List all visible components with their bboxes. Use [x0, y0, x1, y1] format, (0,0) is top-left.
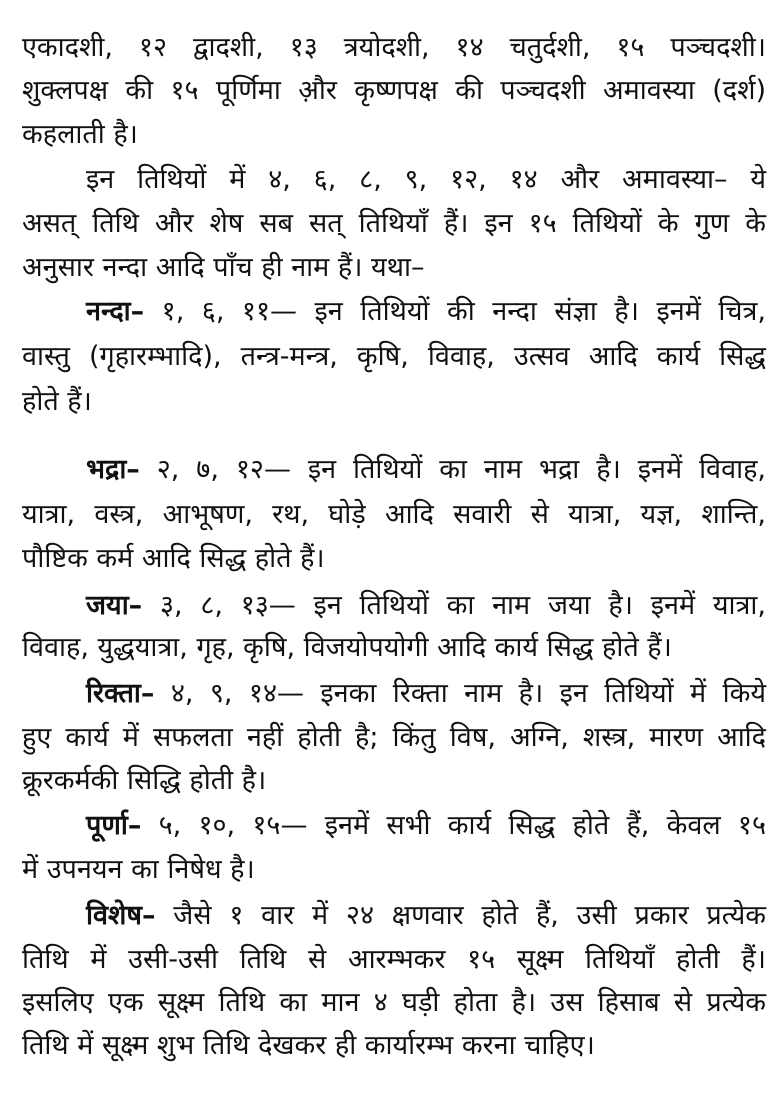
text-line [22, 761, 766, 801]
line-text: जैसे १ वार में २४ क्षणवार होते हैं, उसी प्रकार प्रत्येक [155, 900, 766, 931]
term-heading: विशेष– [86, 900, 156, 931]
line-text: पौष्टिक कर्म आदि सिद्ध होते हैं। [22, 543, 325, 574]
text-line [22, 382, 766, 422]
text-line [86, 450, 766, 490]
text-line [22, 204, 766, 244]
text-line [22, 940, 766, 980]
text-line [22, 718, 766, 758]
text-line [86, 292, 766, 332]
line-text: वास्तु (गृहारम्भादि), तन्त्र-मन्त्र, कृषि, विवाह, उत्सव आदि कार्य सिद्ध [22, 341, 766, 372]
line-text: २, ७, १२— इन तिथियों का नाम भद्रा है। इनमें विवाह, [139, 454, 766, 485]
line-text: तिथि में सूक्ष्म शुभ तिथि देखकर ही कार्यारम्भ करना चाहिए। [22, 1030, 595, 1061]
line-text: ५, १०, १५— इनमें सभी कार्य सिद्ध होते हैं, केवल १५ [141, 810, 766, 841]
text-line [22, 71, 766, 111]
line-text: यात्रा, वस्त्र, आभूषण, रथ, घोड़े आदि सवारी से यात्रा, यज्ञ, शान्ति, [22, 499, 766, 530]
text-line [86, 674, 766, 714]
text-line [22, 248, 766, 288]
line-text: इसलिए एक सूक्ष्म तिथि का मान ४ घड़ी होता है। उस हिसाब से प्रत्येक [22, 987, 766, 1018]
line-text: ३, ८, १३— इन तिथियों का नाम जया है। इनमें यात्रा, [142, 590, 766, 621]
text-line [22, 1026, 766, 1066]
line-text: १, ६, ११— इन तिथियों की नन्दा संज्ञा है। इनमें चित्र, [144, 296, 766, 327]
line-text: असत् तिथि और शेष सब सत् तिथियाँ हैं। इन १५ तिथियों के गुण के [22, 208, 766, 239]
text-line [22, 115, 766, 155]
line-text: शुक्लपक्ष की १५ पूर्णिमा औ़र कृष्णपक्ष की पञ्चदशी अमावस्या (दर्श) [22, 75, 766, 106]
line-text: क्रूरकर्मकी सिद्धि होती है। [22, 765, 267, 796]
term-heading: रिक्ता– [86, 678, 155, 709]
text-line [22, 628, 766, 668]
line-text: विवाह, युद्धयात्रा, गृह, कृषि, विजयोपयोगी आदि कार्य सिद्ध होते हैं। [22, 632, 672, 663]
text-line [22, 337, 766, 377]
text-line [86, 586, 766, 626]
line-text: हुए कार्य में सफलता नहीं होती है; किंतु विष, अग्नि, शस्त्र, मारण आदि [22, 722, 766, 753]
term-heading: नन्दा– [86, 296, 145, 327]
line-text: होते हैं। [22, 386, 92, 417]
term-heading: पूर्णा– [86, 810, 142, 841]
line-text: तिथि में उसी-उसी तिथि से आरम्भकर १५ सूक्ष्म तिथियाँ होती हैं। [22, 944, 766, 975]
text-line [86, 160, 766, 200]
line-text: एकादशी, १२ द्वादशी, १३ त्रयोदशी, १४ चतुर्दशी, १५ पञ्चदशी। [22, 32, 766, 63]
text-line [86, 806, 766, 846]
text-line [22, 495, 766, 535]
term-heading: जया– [86, 590, 143, 621]
line-text: अनुसार नन्दा आदि पाँच ही नाम हैं। यथा– [22, 252, 425, 283]
line-text: इन तिथियों में ४, ६, ८, ९, १२, १४ और अमावस्या– ये [86, 164, 766, 195]
line-text: में उपनयन का निषेध है। [22, 854, 255, 885]
text-line [22, 28, 766, 68]
text-line [22, 539, 766, 579]
text-line [86, 896, 766, 936]
line-text: ४, ९, १४— इनका रिक्ता नाम है। इन तिथियों में किये [154, 678, 766, 709]
term-heading: भद्रा– [86, 454, 140, 485]
line-text: कहलाती है। [22, 119, 138, 150]
text-line [22, 983, 766, 1023]
text-line [22, 850, 766, 890]
